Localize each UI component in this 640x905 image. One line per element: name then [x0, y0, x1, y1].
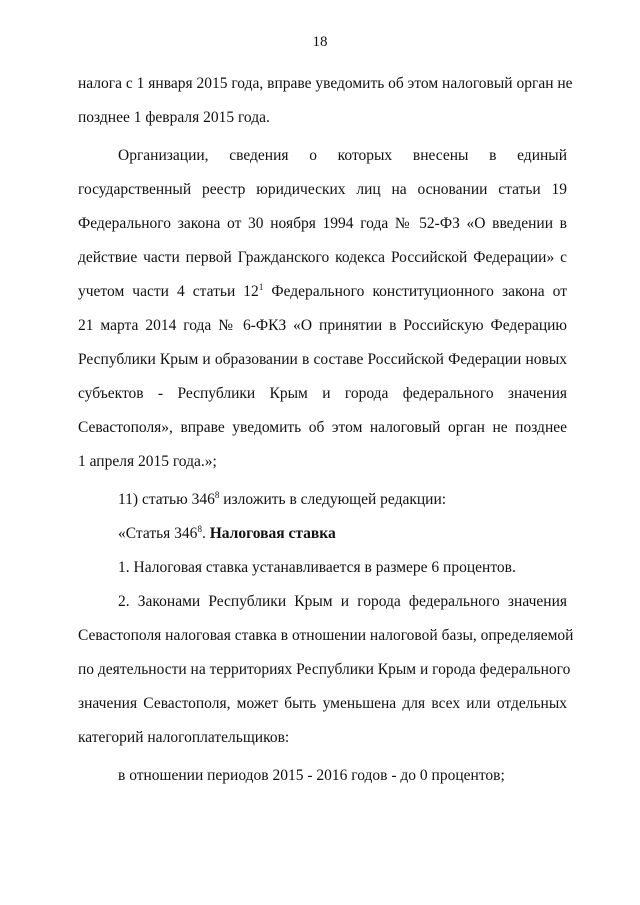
text-line: действие части первой Гражданского кодекса Российской Федерации» с — [78, 249, 567, 266]
text-line: Севастополя налоговая ставка в отношении налоговой базы, определяемой — [78, 627, 574, 644]
text-line: Федерального закона от 30 ноября 1994 года № 52-ФЗ «О введении в — [78, 215, 567, 232]
text-fragment: учетом части 4 статьи 12 — [78, 283, 259, 300]
article-heading — [118, 524, 567, 544]
text-line: значения Севастополя, может быть уменьшена для всех или отдельных — [78, 695, 567, 712]
text-line: Севастополя», вправе уведомить об этом налоговый орган не позднее — [78, 419, 567, 436]
text-line: категорий налогоплательщиков: — [78, 729, 290, 746]
text-fragment: . — [201, 525, 210, 542]
text-fragment: изложить в следующей редакции: — [219, 491, 447, 508]
text-line: Республики Крым и образовании в составе Российской Федерации новых — [78, 351, 567, 368]
superscript: 8 — [197, 524, 202, 534]
text-line: 1 апреля 2015 года.»; — [78, 453, 217, 470]
superscript: 8 — [214, 490, 220, 500]
text-line: субъектов - Республики Крым и города федерального значения — [78, 385, 567, 402]
text-line: 2. Законами Республики Крым и города федерального значения — [118, 593, 567, 610]
text-line: в отношении периодов 2015 - 2016 годов - до 0 процентов; — [118, 767, 505, 784]
text-line: позднее 1 февраля 2015 года. — [78, 109, 270, 126]
text-line: 1. Налоговая ставка устанавливается в размере 6 процентов. — [118, 559, 516, 576]
text-line: налога с 1 января 2015 года, вправе уведомить об этом налоговый орган не — [78, 75, 573, 92]
text-line: 21 марта 2014 года № 6-ФКЗ «О принятии в Российскую Федерацию — [78, 317, 567, 334]
text-fragment: 11) статью 346 — [118, 491, 215, 508]
text-fragment: Федерального конституционного закона от — [263, 283, 567, 300]
text-line: по деятельности на территориях Республики Крым и города федерального — [78, 661, 571, 678]
article-title: Налоговая ставка — [209, 525, 336, 542]
text-line: Организации, сведения о которых внесены в единый — [118, 147, 567, 164]
text-fragment: «Статья 346 — [118, 525, 198, 542]
superscript: 1 — [258, 282, 264, 292]
text-line — [118, 490, 567, 510]
page-number: 18 — [312, 34, 328, 50]
text-line — [78, 282, 567, 302]
text-line: государственный реестр юридических лиц на основании статьи 19 — [78, 181, 567, 198]
